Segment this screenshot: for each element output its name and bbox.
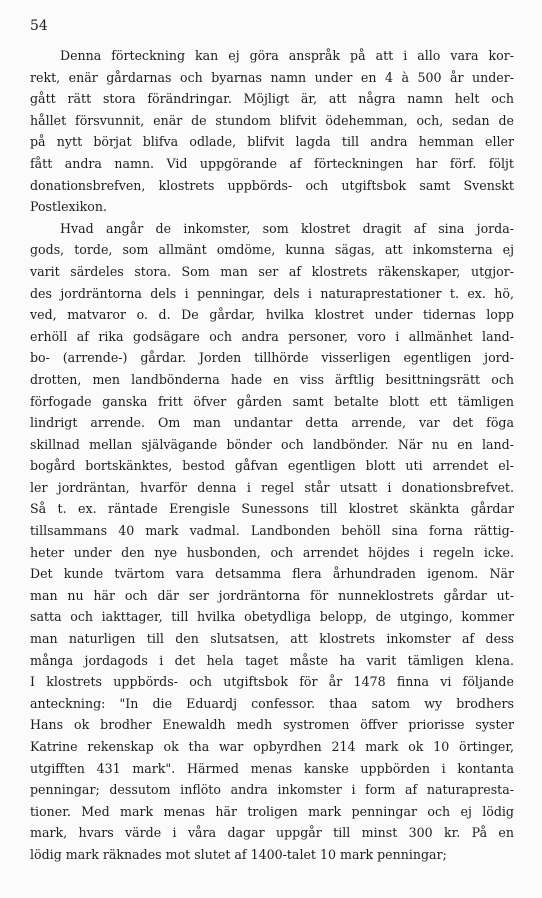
- text-line: Det kunde tvärtom vara detsamma flera århundraden igenom. När: [30, 566, 514, 582]
- text-line: Denna förteckning kan ej göra anspråk på att i allo vara kor-: [60, 48, 514, 63]
- text-line: Hans ok brodher Enewaldh medh systromen öffver priorisse syster: [30, 717, 514, 733]
- text-line: bogård bortskänktes, bestod gåfvan egentligen blott uti arrendet el-: [30, 458, 514, 474]
- text-line: skillnad mellan självägande bönder och landbönder. När nu en land-: [30, 436, 514, 452]
- text-line: anteckning: "In die Eduardj confessor. thaa satom wy brodhers: [30, 695, 514, 711]
- text-line: satta och iakttager, till hvilka obetydliga belopp, de utgingo, kommer: [30, 609, 514, 625]
- text-line: penningar; dessutom inflöto andra inkomster i form af naturapresta-: [30, 782, 514, 798]
- text-line: I klostrets uppbörds- och utgiftsbok för år 1478 finna vi följande: [30, 674, 514, 690]
- text-line: erhöll af rika godsägare och andra personer, voro i allmänhet land-: [30, 328, 514, 344]
- text-line: drotten, men landbönderna hade en viss ärftlig besittningsrätt och: [30, 371, 514, 387]
- text-line: heter under den nye husbonden, och arrendet höjdes i regeln icke.: [30, 544, 514, 560]
- text-line: Så t. ex. räntade Erengisle Sunessons till klostret skänkta gårdar: [30, 501, 514, 517]
- text-line: lödig mark räknades mot slutet af 1400-talet 10 mark penningar;: [30, 846, 447, 862]
- text-line: ler jordräntan, hvarför denna i regel står utsatt i donationsbrefvet.: [30, 479, 514, 495]
- text-line: mark, hvars värde i våra dagar uppgår till minst 300 kr. På en: [30, 825, 514, 841]
- text-line: Postlexikon.: [30, 199, 108, 215]
- text-line: utgifften 431 mark". Härmed menas kanske uppbörden i kontanta: [30, 760, 514, 776]
- text-line: donationsbrefven, klostrets uppbörds- och utgiftsbok samt Svenskt: [30, 177, 514, 193]
- text-line: lindrigt arrende. Om man undantar detta arrende, var det föga: [30, 415, 514, 431]
- text-line: bo- (arrende-) gårdar. Jorden tillhörde visserligen egentligen jord-: [30, 350, 514, 366]
- text-line: många jordagods i det hela taget måste ha varit tämligen klena.: [30, 652, 514, 668]
- text-line: förfogade ganska fritt öfver gården samt betalte blott ett tämligen: [30, 393, 514, 409]
- text-line: man nu här och där ser jordräntorna för nunneklostrets gårdar ut-: [30, 587, 514, 603]
- text-line: rekt, enär gårdarnas och byarnas namn under en 4 à 500 år under-: [30, 69, 514, 85]
- text-line: hållet försvunnit, enär de stundom blifvit ödehemman, och, sedan de: [30, 112, 514, 128]
- body-text: [30, 45, 514, 866]
- text-line: Katrine rekenskap ok tha war opbyrdhen 214 mark ok 10 örtinger,: [30, 739, 514, 754]
- text-line: varit särdeles stora. Som man ser af klostrets räkenskaper, utgjor-: [30, 263, 514, 279]
- text-line: ved, matvaror o. d. De gårdar, hvilka klostret under tidernas lopp: [30, 307, 514, 323]
- text-line: gods, torde, som allmänt omdöme, kunna sägas, att inkomsterna ej: [30, 242, 514, 258]
- text-line: Hvad angår de inkomster, som klostret dragit af sina jorda-: [60, 220, 514, 236]
- text-line: des jordräntorna dels i penningar, dels i naturaprestationer t. ex. hö,: [30, 285, 514, 301]
- text-line: man naturligen till den slutsatsen, att klostrets inkomster af dess: [30, 631, 514, 647]
- text-line: fått andra namn. Vid uppgörande af förteckningen har förf. följt: [30, 155, 514, 171]
- page-number: 54: [30, 18, 48, 34]
- text-line: gått rätt stora förändringar. Möjligt är, att några namn helt och: [30, 91, 514, 107]
- text-line: tioner. Med mark menas här troligen mark penningar och ej lödig: [30, 803, 514, 819]
- text-line: tillsammans 40 mark vadmal. Landbonden behöll sina forna rättig-: [30, 523, 514, 539]
- text-line: på nytt börjat blifva odlade, blifvit lagda till andra hemman eller: [30, 134, 514, 150]
